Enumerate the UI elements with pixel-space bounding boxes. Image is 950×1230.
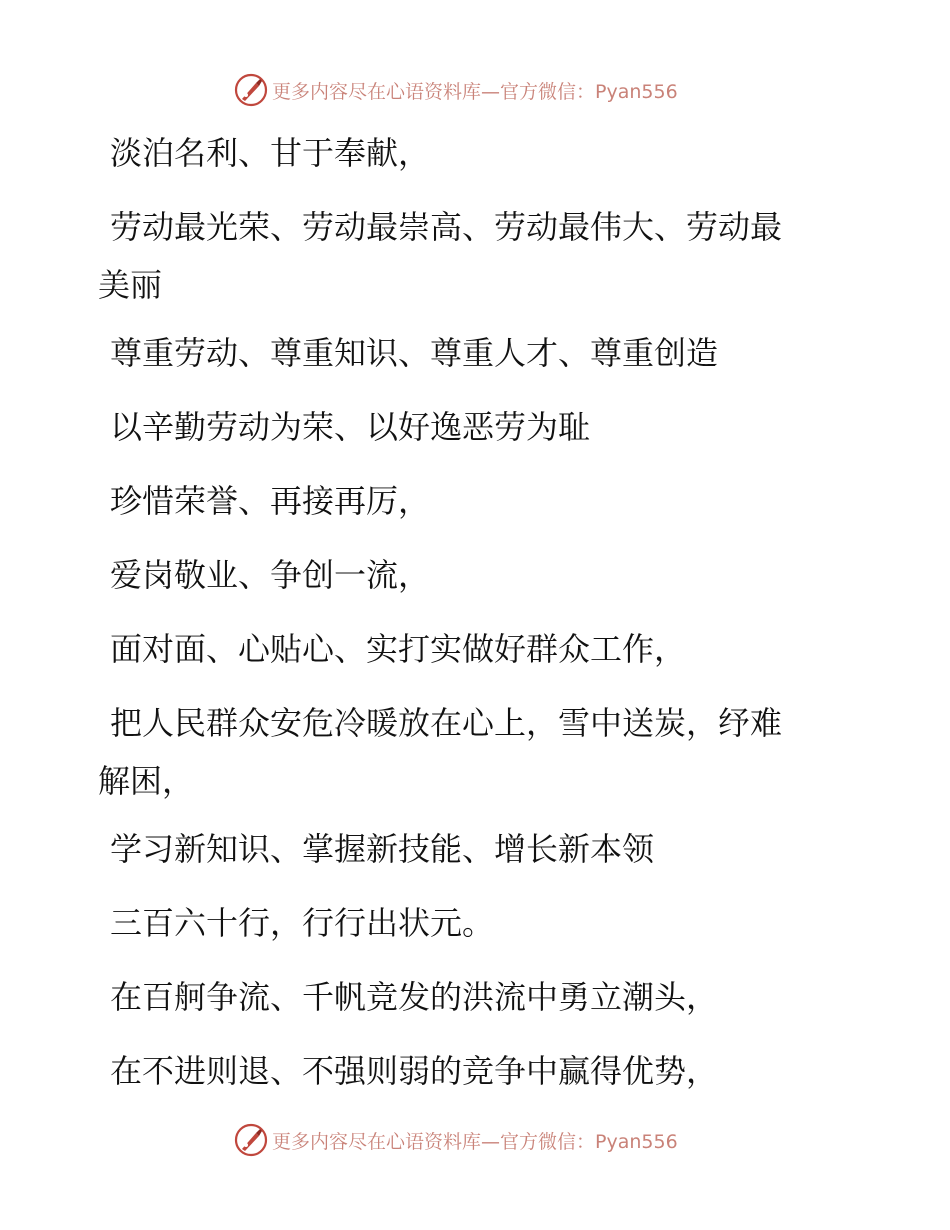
watermark-text: 更多内容尽在心语资料库—官方微信：Pyan556: [272, 1130, 678, 1153]
paragraph: [98, 198, 838, 314]
paragraph-text: 三百六十行，行行出状元。: [110, 904, 495, 942]
paragraph: [98, 546, 838, 604]
paragraph: [98, 694, 838, 810]
paragraph-text-continued: 解困，: [98, 762, 195, 800]
paragraph-text: 在不进则退、不强则弱的竞争中赢得优势，: [110, 1052, 719, 1090]
paragraph-text-continued: 美丽: [98, 266, 163, 304]
paragraph: [98, 398, 838, 456]
paragraph-text: 面对面、心贴心、实打实做好群众工作，: [110, 630, 687, 668]
pen-logo-icon: [234, 73, 268, 107]
footer-watermark: [234, 1120, 678, 1160]
paragraph-text: 淡泊名利、甘于奉献，: [110, 134, 431, 172]
paragraph: [98, 894, 838, 952]
paragraph: [98, 968, 838, 1026]
paragraph: [98, 472, 838, 530]
paragraph: [98, 1042, 838, 1100]
watermark-text: 更多内容尽在心语资料库—官方微信：Pyan556: [272, 80, 678, 103]
document-body: [98, 124, 838, 1116]
paragraph-text: 珍惜荣誉、再接再厉，: [110, 482, 431, 520]
paragraph-text: 劳动最光荣、劳动最崇高、劳动最伟大、劳动最: [110, 208, 783, 246]
paragraph: [98, 620, 838, 678]
paragraph: [98, 820, 838, 878]
paragraph: [98, 324, 838, 382]
paragraph-text: 学习新知识、掌握新技能、增长新本领: [110, 830, 655, 868]
paragraph-text: 在百舸争流、千帆竞发的洪流中勇立潮头，: [110, 978, 719, 1016]
paragraph-text: 爱岗敬业、争创一流，: [110, 556, 431, 594]
header-watermark: [234, 70, 678, 110]
paragraph-text: 以辛勤劳动为荣、以好逸恶劳为耻: [110, 408, 591, 446]
paragraph: [98, 124, 838, 182]
paragraph-text: 尊重劳动、尊重知识、尊重人才、尊重创造: [110, 334, 719, 372]
pen-logo-icon: [234, 1123, 268, 1157]
paragraph-text: 把人民群众安危冷暖放在心上，雪中送炭，纾难: [110, 704, 783, 742]
